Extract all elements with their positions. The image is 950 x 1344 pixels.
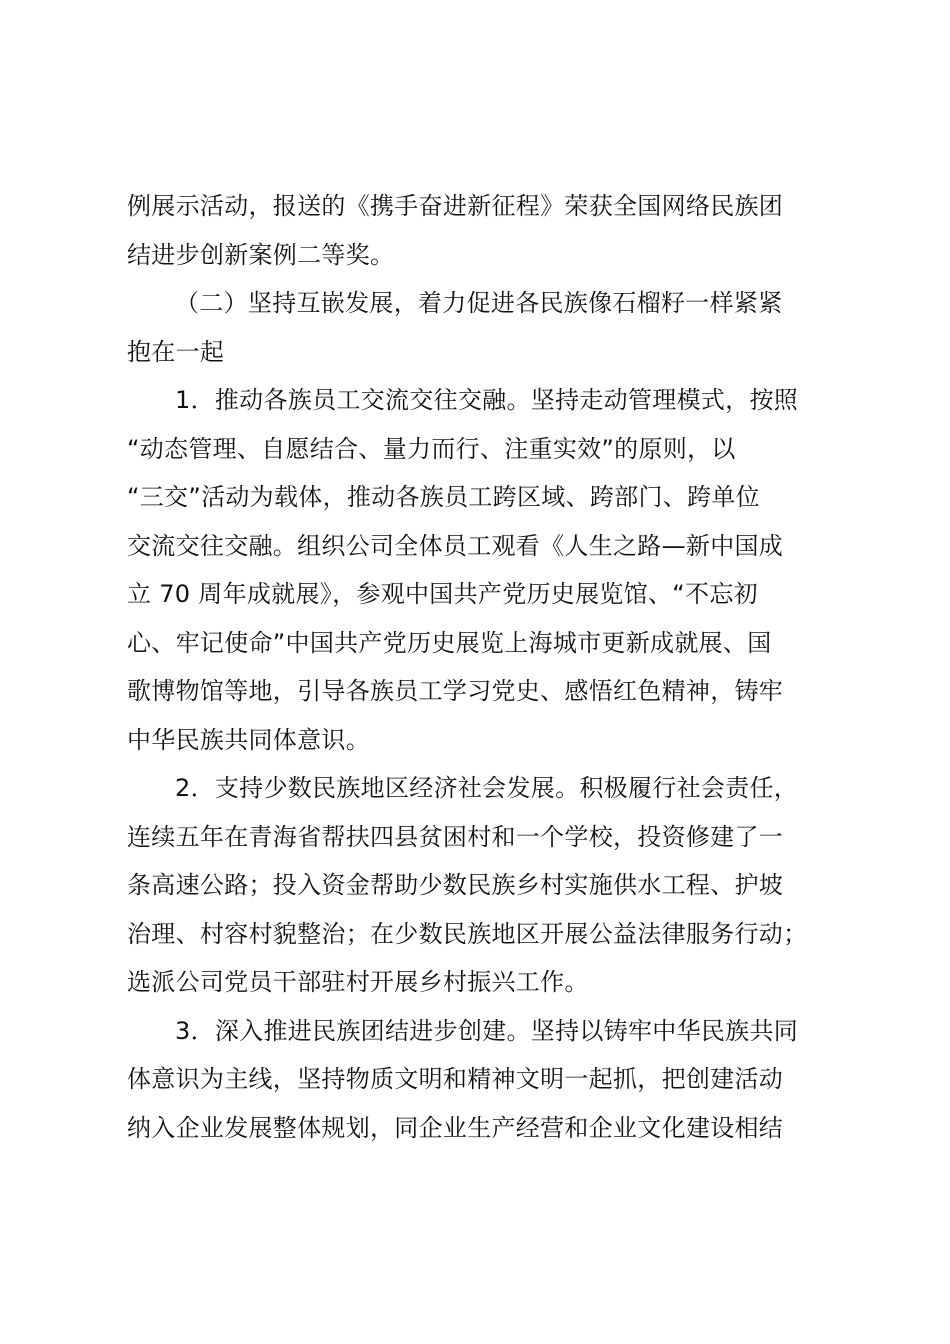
text-line: （二）坚持互嵌发展，着力促进各民族像石榴籽一样紧紧 <box>175 289 783 317</box>
text-line: 条高速公路；投入资金帮助少数民族乡村实施供水工程、护坡 <box>127 871 784 899</box>
text-line: 抱在一起 <box>127 337 225 366</box>
text-line: 2．支持少数民族地区经济社会发展。积极履行社会责任， <box>175 774 799 802</box>
text-line: 治理、村容村貌整治；在少数民族地区开展公益法律服务行动； <box>127 919 808 948</box>
text-line: “三交”活动为载体，推动各族员工跨区域、跨部门、跨单位 <box>127 483 760 511</box>
text-line: 1．推动各族员工交流交往交融。坚持走动管理模式，按照 <box>175 386 799 414</box>
text-line: 连续五年在青海省帮扶四县贫困村和一个学校，投资修建了一 <box>127 822 784 851</box>
text-line: 歌博物馆等地，引导各族员工学习党史、感悟红色精神，铸牢 <box>127 677 784 705</box>
text-line: 3．深入推进民族团结进步创建。坚持以铸牢中华民族共同 <box>175 1016 799 1045</box>
body-text <box>127 182 837 1152</box>
text-line: 心、牢记使命”中国共产党历史展览上海城市更新成就展、国 <box>127 628 772 657</box>
text-line: 立 70 周年成就展》，参观中国共产党历史展览馆、“不忘初 <box>127 580 758 608</box>
paragraph-item-2 <box>127 764 837 1007</box>
text-line: “动态管理、自愿结合、量力而行、注重实效”的原则，以 <box>127 434 736 463</box>
text-line: 例展示活动，报送的《携手奋进新征程》荣获全国网络民族团 <box>127 192 784 220</box>
paragraph-case-showcase <box>127 182 837 279</box>
text-line: 纳入企业发展整体规划，同企业生产经营和企业文化建设相结 <box>127 1113 784 1142</box>
paragraph-item-1 <box>127 376 837 764</box>
paragraph-item-3 <box>127 1007 837 1153</box>
section-heading-2 <box>127 279 837 376</box>
text-line: 结进步创新案例二等奖。 <box>127 240 395 269</box>
text-line: 中华民族共同体意识。 <box>127 725 370 754</box>
text-line: 选派公司党员干部驻村开展乡村振兴工作。 <box>127 968 589 996</box>
text-line: 交流交往交融。组织公司全体员工观看《人生之路—新中国成 <box>127 531 784 560</box>
text-line: 体意识为主线，坚持物质文明和精神文明一起抓，把创建活动 <box>127 1065 784 1093</box>
